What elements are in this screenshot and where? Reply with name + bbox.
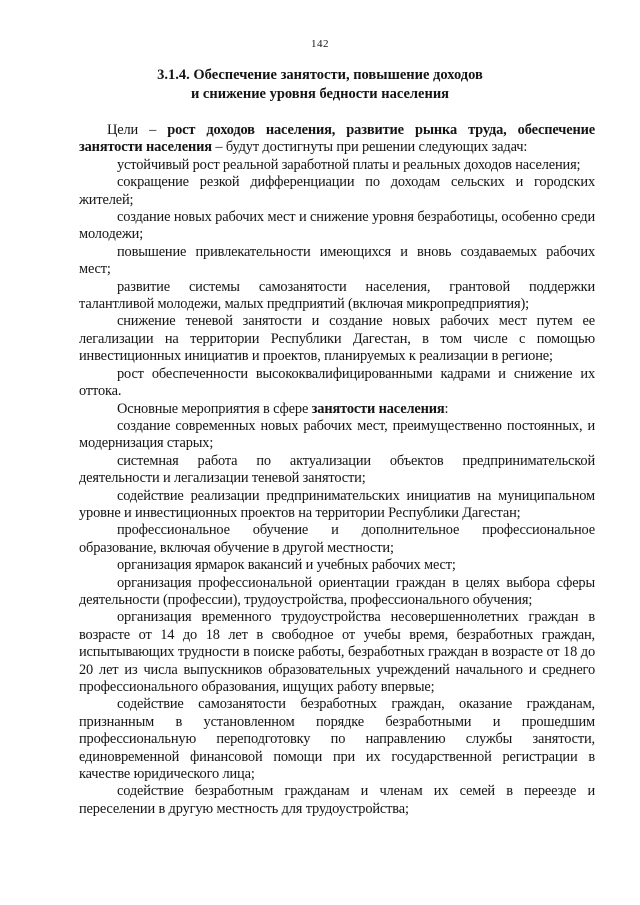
measure-item: организация временного трудоустройства несовершеннолетних граждан в возрасте от 14 до 18 лет в свободное от учебы время, безработных граждан, испытывающих трудности в поиске работы, безработных граждан в возрасте от 18 до 20 лет из числа выпускников образовательных учреждений начального и среднего профессионального образования, ищущих работу впервые;: [79, 609, 595, 695]
measures-bold-text: занятости населения: [311, 400, 445, 417]
measure-item: создание современных новых рабочих мест, преимущественно постоянных, и модернизация старых;: [79, 417, 595, 452]
task-item: снижение теневой занятости и создание новых рабочих мест путем ее легализации на территории Республики Дагестан, в том числе с помощью инвестиционных инициатив и проектов, планируемых к реализации в регионе;: [79, 313, 595, 365]
page-number: 142: [311, 38, 329, 50]
measures-intro-paragraph: [79, 401, 595, 418]
measure-item: содействие безработным гражданам и членам их семей в переезде и переселении в другую местность для трудоустройства;: [79, 783, 595, 817]
section-heading-line-1: 3.1.4. Обеспечение занятости, повышение доходов: [157, 67, 483, 83]
task-item: повышение привлекательности имеющихся и вновь создаваемых рабочих мест;: [79, 243, 595, 278]
section-heading: [100, 66, 540, 104]
section-heading-line-2: и снижение уровня бедности населения: [190, 86, 450, 102]
measure-item: системная работа по актуализации объектов предпринимательской деятельности и легализации теневой занятости;: [79, 452, 595, 487]
measure-item: содействие самозанятости безработных граждан, оказание гражданам, признанным в установленном порядке безработными и прошедшим профессиональную переподготовку по направлению службы занятости, единовременной финансовой помощи при их государственной регистрации в качестве юридического лица;: [79, 696, 595, 783]
goals-bold-text: рост доходов населения, развитие рынка труда, обеспечение занятости населения: [79, 122, 595, 156]
task-item: устойчивый рост реальной заработной платы и реальных доходов населения;: [117, 156, 581, 173]
task-item: рост обеспеченности высококвалифицированными кадрами и снижение их оттока.: [79, 365, 595, 400]
measures-prefix: Основные мероприятия в сфере: [117, 400, 312, 417]
measures-suffix: :: [444, 400, 449, 417]
measure-item: организация профессиональной ориентации граждан в целях выбора сферы деятельности (профессии), трудоустройства, профессионального обучения;: [79, 574, 595, 608]
measure-item: организация ярмарок вакансий и учебных рабочих мест;: [117, 557, 456, 574]
measure-item: профессиональное обучение и дополнительное профессиональное образование, включая обучение в другой местности;: [79, 522, 595, 556]
goals-suffix: – будут достигнуты при решении следующих задач:: [211, 139, 528, 156]
measure-item: содействие реализации предпринимательских инициатив на муниципальном уровне и инвестиционных проектов на территории Республики Дагестан;: [79, 487, 595, 521]
task-item: развитие системы самозанятости населения, грантовой поддержки талантливой молодежи, малых предприятий (включая микропредприятия);: [79, 278, 595, 313]
goals-paragraph: [79, 122, 595, 157]
task-item: сокращение резкой дифференциации по доходам сельских и городских жителей;: [79, 174, 595, 208]
document-body: [79, 122, 595, 818]
task-item: создание новых рабочих мест и снижение уровня безработицы, особенно среди молодежи;: [79, 209, 595, 243]
goals-prefix: Цели –: [107, 122, 168, 138]
